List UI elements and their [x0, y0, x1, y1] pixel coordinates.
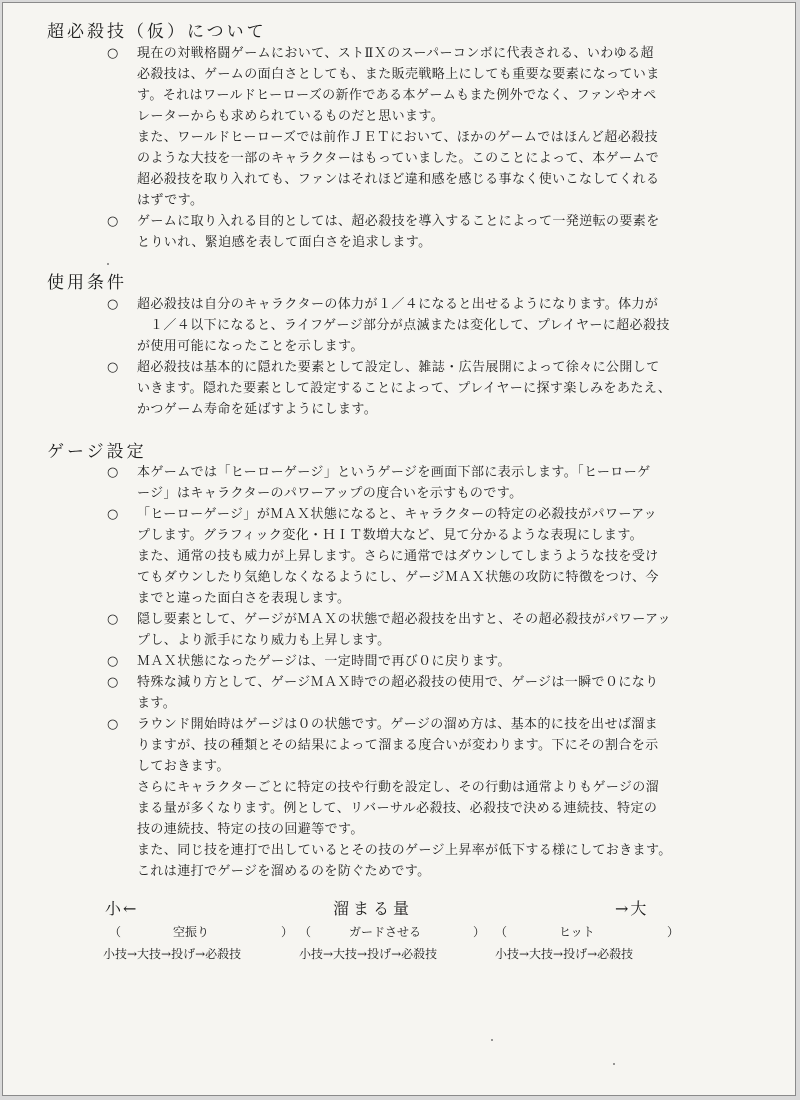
text-line: これは連打でゲージを溜めるのを防ぐためです。 — [137, 864, 431, 879]
paren-close: ） — [667, 925, 680, 939]
text-line: ラウンド開始時はゲージは０の状態です。ゲージの溜め方は、基本的に技を出せば溜ま — [137, 717, 659, 732]
item-text — [137, 294, 747, 357]
scan-speck — [107, 263, 109, 265]
bullet-circle-icon: ○ — [107, 214, 119, 229]
paren-close: ） — [281, 925, 294, 939]
item-text — [137, 672, 747, 714]
text-line: プします。グラフィック変化・ＨＩＴ数増大など、見て分かるような表現にします。 — [137, 528, 644, 543]
text-line: 技の連続技、特定の技の回避等です。 — [137, 822, 364, 837]
paren-open: （ — [299, 925, 312, 939]
section-title: ゲージ設定 — [47, 442, 147, 462]
text-line: までと違った面白さを表現します。 — [137, 591, 351, 606]
paren-close: ） — [473, 925, 486, 939]
bullet-circle-icon: ○ — [107, 465, 119, 480]
text-line: いきます。隠れた要素として設定することによって、プレイヤーに探す楽しみをあたえ、 — [137, 381, 672, 396]
item-text — [137, 357, 747, 420]
gauge-accumulation-scale — [3, 899, 795, 969]
section-title: 使用条件 — [47, 273, 127, 293]
text-line: さらにキャラクターごとに特定の技や行動を設定し、その行動は通常よりもゲージの溜 — [137, 780, 660, 795]
bullet-circle-icon: ○ — [107, 507, 119, 522]
paren-open: （ — [109, 925, 122, 939]
bullet-circle-icon: ○ — [107, 297, 119, 312]
category-hit: ヒット — [559, 925, 595, 939]
text-line: また、通常の技も威力が上昇します。さらに通常ではダウンしてしまうような技を受け — [137, 549, 659, 564]
text-line: 隠し要素として、ゲージがＭＡＸの状態で超必殺技を出すと、その超必殺技がパワーアッ — [137, 612, 671, 627]
bullet-circle-icon: ○ — [107, 717, 119, 732]
text-line: 本ゲームでは「ヒーローゲージ」というゲージを画面下部に表示します。「ヒーローゲ — [137, 465, 651, 480]
text-line: レーターからも求められているものだと思います。 — [137, 109, 445, 124]
text-line: 超必殺技は基本的に隠れた要素として設定し、雑誌・広告展開によって徐々に公開して — [137, 360, 660, 375]
text-line: ージ」はキャラクターのパワーアップの度合いを示すものです。 — [137, 486, 523, 501]
bullet-circle-icon: ○ — [107, 360, 119, 375]
text-line: ＭＡＸ状態になったゲージは、一定時間で再び０に戻ります。 — [137, 654, 511, 669]
section-title: 超必殺技（仮）について — [47, 22, 267, 42]
move-order-guarded: 小技→大技→投げ→必殺技 — [299, 947, 438, 961]
text-line: ゲームに取り入れる目的としては、超必殺技を導入することによって一発逆転の要素を — [137, 214, 660, 229]
text-line: かつゲーム寿命を延ばすようにします。 — [137, 402, 378, 417]
text-line: はずです。 — [137, 193, 204, 208]
scan-speck — [613, 1063, 615, 1065]
category-guarded: ガードさせる — [349, 925, 422, 939]
text-line: しておきます。 — [137, 759, 230, 774]
text-line: りますが、技の種類とその結果によって溜まる度合いが変わります。下にその割合を示 — [137, 738, 659, 753]
item-text — [137, 714, 747, 882]
item-text — [137, 651, 747, 672]
move-order-whiff: 小技→大技→投げ→必殺技 — [103, 947, 242, 961]
text-line: １／４以下になると、ライフゲージ部分が点滅または変化して、プレイヤーに超必殺技 — [150, 318, 670, 333]
text-line: 特殊な減り方として、ゲージＭＡＸ時での超必殺技の使用で、ゲージは一瞬で０になり — [137, 675, 659, 690]
paren-open: （ — [495, 925, 508, 939]
item-text — [137, 462, 747, 504]
text-line: が使用可能になったことを示します。 — [137, 339, 364, 354]
text-line: 超必殺技は自分のキャラクターの体力が１／４になると出せるようになります。体力が — [137, 297, 659, 312]
document-page — [2, 2, 796, 1096]
bullet-circle-icon: ○ — [107, 654, 119, 669]
item-text — [137, 504, 747, 609]
bullet-circle-icon: ○ — [107, 46, 119, 61]
bullet-circle-icon: ○ — [107, 675, 119, 690]
item-text — [137, 609, 747, 651]
text-line: てもダウンしたり気絶しなくなるようにし、ゲージＭＡＸ状態の攻防に特徴をつけ、今 — [137, 570, 659, 585]
item-text — [137, 211, 747, 253]
move-order-hit: 小技→大技→投げ→必殺技 — [495, 947, 634, 961]
text-line: プし、より派手になり威力も上昇します。 — [137, 633, 391, 648]
text-line: 現在の対戦格闘ゲームにおいて、ストⅡＸのスーパーコンボに代表される、いわゆる超 — [137, 46, 654, 61]
text-line: 必殺技は、ゲームの面白さとしても、また販売戦略上にしても重要な要素になっていま — [137, 67, 660, 82]
text-line: す。それはワールドヒーローズの新作である本ゲームもまた例外でなく、ファンやオペ — [137, 88, 657, 103]
item-text — [137, 43, 747, 211]
bullet-circle-icon: ○ — [107, 612, 119, 627]
scan-speck — [491, 1039, 493, 1041]
text-line: とりいれ、緊迫感を表して面白さを追求します。 — [137, 235, 432, 250]
category-whiff: 空振り — [173, 925, 210, 939]
text-line: また、ワールドヒーローズでは前作ＪＥＴにおいて、ほかのゲームではほんど超必殺技 — [137, 130, 658, 145]
scale-small-label: 小← — [105, 899, 139, 918]
scale-large-label: →大 — [615, 899, 649, 918]
text-line: 超必殺技を取り入れても、ファンはそれほど違和感を感じる事なく使いこなしてくれる — [137, 172, 660, 187]
text-line: ます。 — [137, 696, 177, 711]
text-line: のような大技を一部のキャラクターはもっていました。このことによって、本ゲームで — [137, 151, 660, 166]
text-line: また、同じ技を連打で出しているとその技のゲージ上昇率が低下する様にしておきます。 — [137, 843, 672, 858]
text-line: 「ヒーローゲージ」がＭＡＸ状態になると、キャラクターの特定の必殺技がパワーアッ — [137, 507, 658, 522]
text-line: まる量が多くなります。例として、リバーサル必殺技、必殺技で決める連続技、特定の — [137, 801, 658, 816]
scale-title: 溜まる量 — [333, 899, 414, 918]
